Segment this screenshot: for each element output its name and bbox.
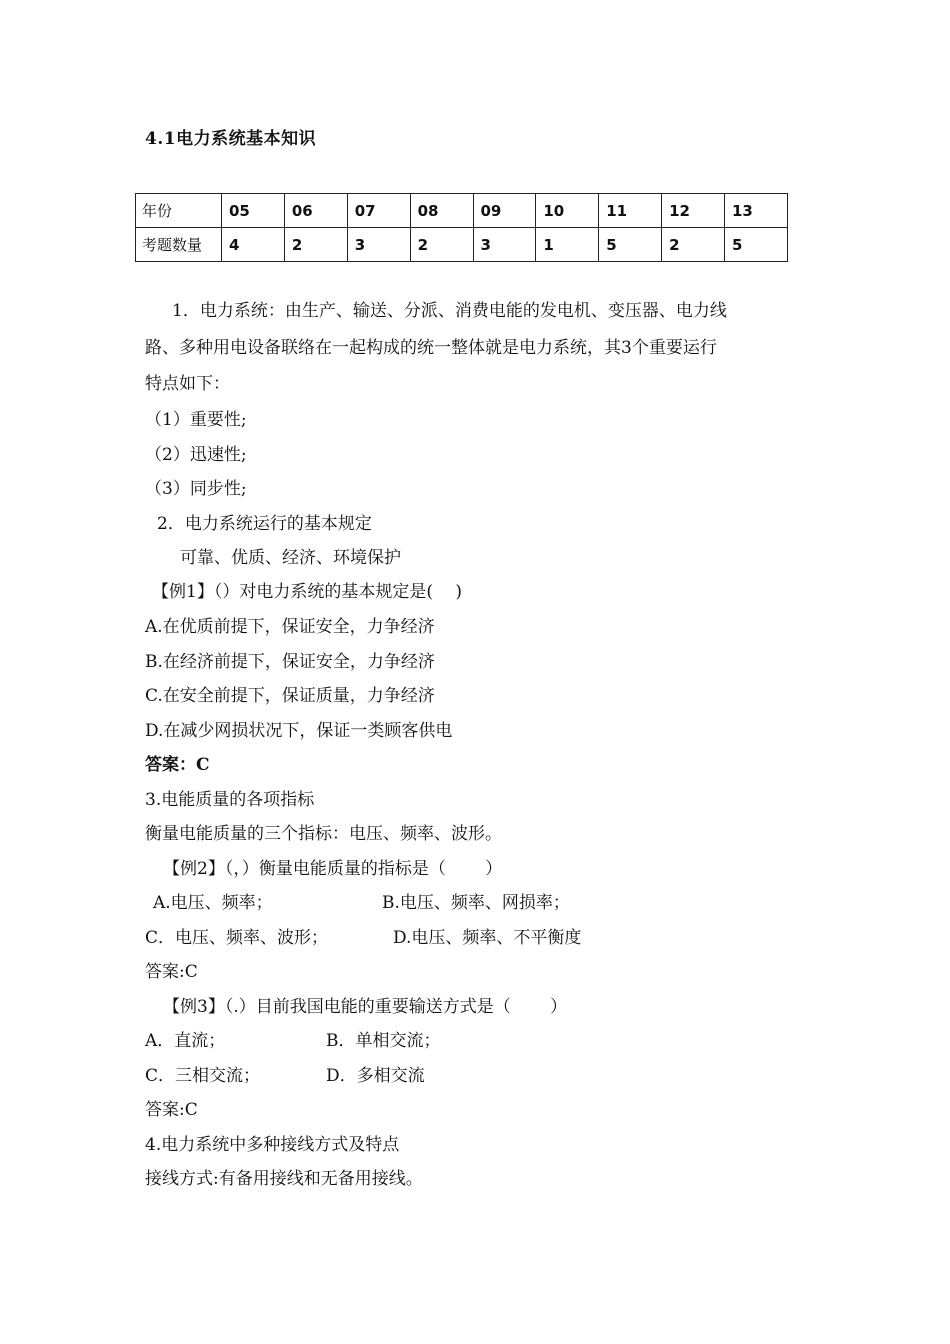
- table-cell: 07: [347, 194, 410, 228]
- table-cell: 1: [536, 228, 599, 262]
- paragraph-line: 可靠、优质、经济、环境保护: [180, 548, 401, 568]
- table-cell: 10: [536, 194, 599, 228]
- answer-option: D.在减少网损状况下，保证一类顾客供电: [145, 721, 453, 741]
- paragraph-line: 3.电能质量的各项指标: [145, 790, 315, 810]
- table-cell: 2: [284, 228, 347, 262]
- row-label-year: 年份: [136, 194, 222, 228]
- list-item: （3）同步性;: [145, 479, 247, 499]
- paragraph-line: 接线方式:有备用接线和无备用接线。: [145, 1169, 423, 1189]
- list-item: （2）迅速性;: [145, 445, 247, 465]
- table-cell: 09: [473, 194, 536, 228]
- answer-option: D．多相交流: [326, 1066, 425, 1086]
- table-cell: 2: [410, 228, 473, 262]
- answer-option: C．三相交流；: [145, 1066, 261, 1086]
- table-cell: 06: [284, 194, 347, 228]
- answer-option: D.电压、频率、不平衡度: [393, 928, 582, 948]
- example-question: 【例2】（，）衡量电能质量的指标是（ ）: [163, 859, 503, 879]
- paragraph-line: 1．电力系统：由生产、输送、分派、消费电能的发电机、变压器、电力线: [172, 301, 727, 321]
- paragraph-line: 路、多种用电设备联络在一起构成的统一整体就是电力系统，其3个重要运行: [145, 338, 717, 358]
- table-row: [136, 228, 788, 262]
- list-item: （1）重要性;: [145, 410, 247, 430]
- answer-option: C.在安全前提下，保证质量，力争经济: [145, 686, 435, 706]
- answer-option: B.在经济前提下，保证安全，力争经济: [145, 652, 435, 672]
- answer-option: C．电压、频率、波形；: [145, 928, 329, 948]
- table-cell: 05: [222, 194, 285, 228]
- table-row: [136, 194, 788, 228]
- paragraph-line: 4.电力系统中多种接线方式及特点: [145, 1135, 400, 1155]
- example-question: 【例1】（）对电力系统的基本规定是( ): [152, 582, 462, 602]
- answer-line: 答案:C: [145, 1100, 198, 1120]
- exam-count-table: [135, 193, 788, 262]
- section-title: 4.1电力系统基本知识: [145, 129, 317, 149]
- table-cell: 3: [347, 228, 410, 262]
- answer-option: A．直流；: [145, 1031, 226, 1051]
- answer-line: 答案:C: [145, 962, 198, 982]
- answer-option: B．单相交流；: [326, 1031, 441, 1051]
- table-cell: 3: [473, 228, 536, 262]
- table-cell: 12: [662, 194, 725, 228]
- table-cell: 5: [725, 228, 788, 262]
- example-question: 【例3】（.）目前我国电能的重要输送方式是（ ）: [163, 997, 568, 1017]
- answer-option: B.电压、频率、网损率；: [382, 893, 570, 913]
- paragraph-line: 衡量电能质量的三个指标：电压、频率、波形。: [145, 824, 502, 844]
- answer-option: A.电压、频率；: [153, 893, 273, 913]
- table-cell: 08: [410, 194, 473, 228]
- paragraph-line: 特点如下：: [145, 374, 230, 394]
- table-cell: 11: [599, 194, 662, 228]
- table-cell: 5: [599, 228, 662, 262]
- table-cell: 2: [662, 228, 725, 262]
- table-cell: 4: [222, 228, 285, 262]
- table-cell: 13: [725, 194, 788, 228]
- paragraph-line: 2．电力系统运行的基本规定: [157, 514, 372, 534]
- row-label-count: 考题数量: [136, 228, 222, 262]
- answer-line: 答案：C: [145, 755, 210, 775]
- answer-option: A.在优质前提下，保证安全，力争经济: [145, 617, 435, 637]
